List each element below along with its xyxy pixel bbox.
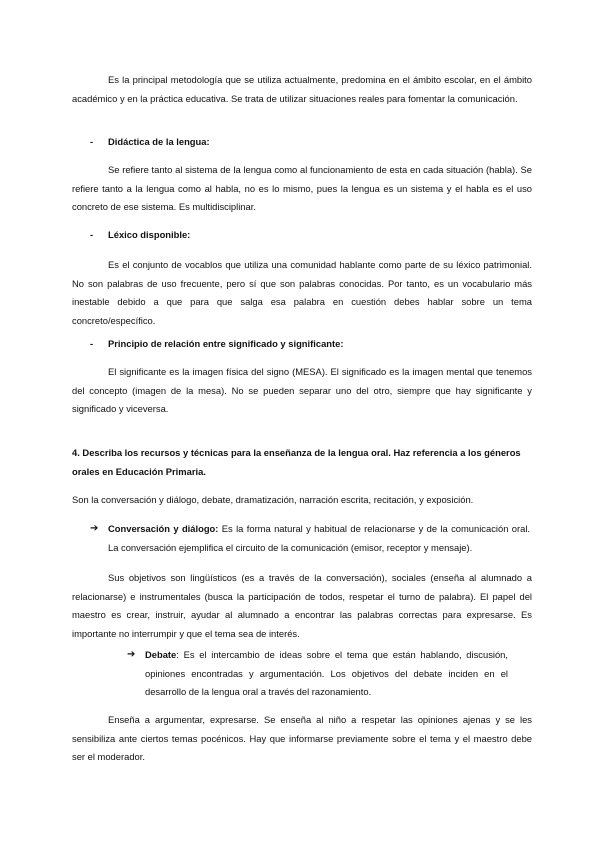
debate-paragraph-text: Enseña a argumentar, expresarse. Se enseña al niño a respetar las opiniones ajenas y se les sensibiliza ante ciertos temas pocénicos. Hay que informarse previamente sobre el tema y el maestro debe ser el moderador. [72, 714, 532, 763]
item-title: Principio de relación entre significado y significante: [108, 338, 344, 349]
arrow-right-icon: ➔ [90, 523, 99, 534]
dash-bullet: - [90, 229, 94, 240]
item-text: Es el conjunto de vocablos que utiliza una comunidad hablante como parte de su léxico patrimonial. No son palabras de uso frecuente, pero sí que son palabras conocidas. Por tanto, es un vocabulario más inestable debido a que para que salga esa palabra en cuestión debes hablar sobre un tema concreto/específico. [72, 259, 532, 326]
item-principio-paragraph [72, 363, 532, 419]
intro-text: Es la principal metodología que se utiliza actualmente, predomina en el ámbito escolar, en el ámbito académico y en la práctica educativa. Se trata de utilizar situaciones reales para fomentar la comunicación. [72, 74, 532, 104]
dash-bullet: - [90, 136, 94, 147]
item-lexico-paragraph [72, 256, 532, 330]
arrow-right-icon: ➔ [127, 649, 136, 660]
conversation-paragraph-text: Sus objetivos son lingüísticos (es a través de la conversación), sociales (enseña al alumnado a relacionarse) e instrumentales (busca la participación de todos, respetar el turno de palabra). El papel del maestro es crear, instruir, ayudar al alumnado a encontrar las palabras correctas para expresarse. Es importante no interrumpir y que el tema sea de interés. [72, 572, 532, 639]
item-title: Léxico disponible: [108, 229, 191, 240]
conversation-body [108, 520, 530, 557]
dash-bullet: - [90, 338, 94, 349]
item-title: Didáctica de la lengua: [108, 136, 210, 147]
conversation-title: Conversación y diálogo: [108, 523, 219, 534]
debate-text: : Es el intercambio de ideas sobre el tema que están hablando, discusión, opiniones encontradas y argumentación. Los objetivos del debate inciden en el desarrollo de la lengua oral a través del razonamiento. [145, 649, 508, 698]
item-text: El significante es la imagen física del signo (MESA). El significado es la imagen mental que tenemos del concepto (imagen de la mesa). No se pueden separar uno del otro, siempre que hay significante y significado y viceversa. [72, 366, 532, 415]
question-heading: 4. Describa los recursos y técnicas para la enseñanza de la lengua oral. Haz referencia a los géneros orales en Educación Primaria. [72, 447, 521, 477]
debate-paragraph [72, 711, 532, 767]
item-text: Se refiere tanto al sistema de la lengua como al funcionamiento de esta en cada situación (habla). Se refiere tanto a la lengua como al habla, no es lo mismo, pues la lengua es un sistema y el habla es el uso concreto de ese sistema. Es multidisciplinar. [72, 164, 532, 213]
conversation-bullet [90, 520, 530, 557]
intro-paragraph [72, 71, 532, 108]
item-didactica-paragraph [72, 161, 532, 217]
conversation-text: Es la forma natural y habitual de relacionarse y de la comunicación oral. La conversación ejemplifica el circuito de la comunicación (emisor, receptor y mensaje). [108, 523, 531, 553]
conversation-paragraph [72, 569, 532, 643]
debate-body [145, 646, 508, 702]
debate-title: Debate [145, 649, 177, 660]
debate-bullet [127, 646, 508, 702]
summary-line: Son la conversación y diálogo, debate, dramatización, narración escrita, recitación, y exposición. [72, 494, 474, 505]
